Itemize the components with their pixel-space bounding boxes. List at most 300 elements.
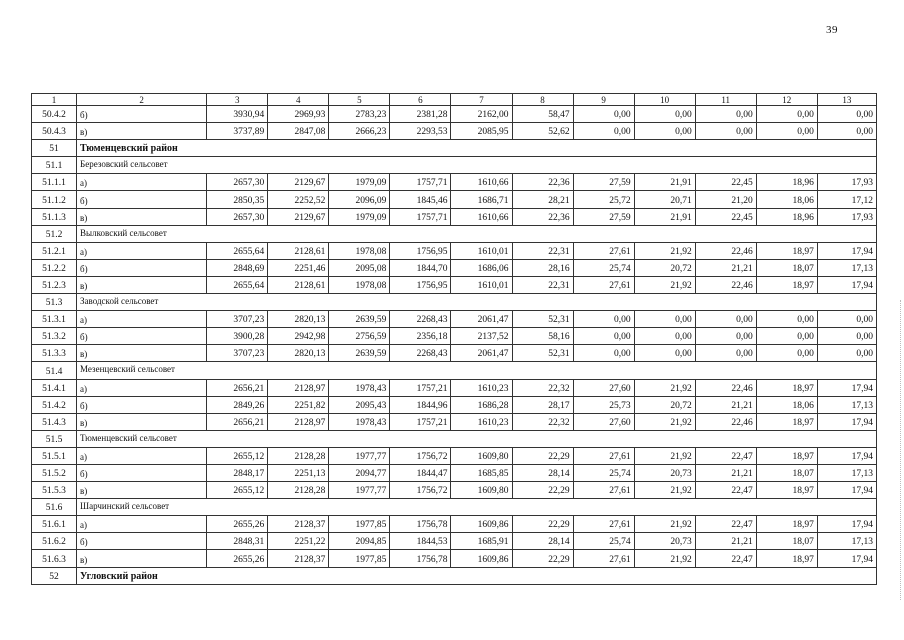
value-cell: 22,36 bbox=[512, 208, 573, 225]
row-code: 51.5 bbox=[32, 430, 77, 447]
row-variant: а) bbox=[77, 379, 207, 396]
value-cell: 28,14 bbox=[512, 464, 573, 481]
value-cell: 58,47 bbox=[512, 106, 573, 123]
value-cell: 27,59 bbox=[573, 174, 634, 191]
value-cell: 2096,09 bbox=[329, 191, 390, 208]
value-cell: 2095,08 bbox=[329, 259, 390, 276]
value-cell: 2137,52 bbox=[451, 328, 512, 345]
value-cell: 0,00 bbox=[817, 106, 876, 123]
value-cell: 2251,82 bbox=[268, 396, 329, 413]
value-cell: 2820,13 bbox=[268, 311, 329, 328]
value-cell: 18,97 bbox=[756, 413, 817, 430]
value-cell: 1610,23 bbox=[451, 413, 512, 430]
value-cell: 22,29 bbox=[512, 447, 573, 464]
value-cell: 1757,71 bbox=[390, 174, 451, 191]
value-cell: 2639,59 bbox=[329, 345, 390, 362]
value-cell: 1686,28 bbox=[451, 396, 512, 413]
value-cell: 2085,95 bbox=[451, 123, 512, 140]
value-cell: 17,94 bbox=[817, 379, 876, 396]
table-row bbox=[32, 276, 877, 293]
district-name: Тюменцевский район bbox=[77, 140, 877, 157]
row-variant: б) bbox=[77, 191, 207, 208]
table-row bbox=[32, 345, 877, 362]
row-variant: в) bbox=[77, 413, 207, 430]
value-cell: 3930,94 bbox=[207, 106, 268, 123]
table-row bbox=[32, 413, 877, 430]
row-variant: в) bbox=[77, 550, 207, 567]
value-cell: 1756,72 bbox=[390, 447, 451, 464]
row-variant: б) bbox=[77, 396, 207, 413]
column-number-cell: 13 bbox=[817, 94, 876, 106]
value-cell: 17,13 bbox=[817, 259, 876, 276]
value-cell: 2128,61 bbox=[268, 242, 329, 259]
value-cell: 18,97 bbox=[756, 242, 817, 259]
value-cell: 3900,28 bbox=[207, 328, 268, 345]
value-cell: 1978,43 bbox=[329, 413, 390, 430]
value-cell: 25,74 bbox=[573, 533, 634, 550]
value-cell: 18,97 bbox=[756, 482, 817, 499]
value-cell: 21,91 bbox=[634, 174, 695, 191]
column-number-cell: 11 bbox=[695, 94, 756, 106]
value-cell: 1609,80 bbox=[451, 447, 512, 464]
value-cell: 1610,66 bbox=[451, 208, 512, 225]
table-row bbox=[32, 311, 877, 328]
value-cell: 1757,21 bbox=[390, 413, 451, 430]
column-number-cell: 1 bbox=[32, 94, 77, 106]
row-code: 51.3.1 bbox=[32, 311, 77, 328]
table-row bbox=[32, 533, 877, 550]
value-cell: 17,93 bbox=[817, 174, 876, 191]
row-code: 51 bbox=[32, 140, 77, 157]
table-row bbox=[32, 396, 877, 413]
value-cell: 21,21 bbox=[695, 464, 756, 481]
value-cell: 27,59 bbox=[573, 208, 634, 225]
value-cell: 1609,80 bbox=[451, 482, 512, 499]
value-cell: 25,74 bbox=[573, 259, 634, 276]
value-cell: 20,71 bbox=[634, 191, 695, 208]
value-cell: 18,07 bbox=[756, 259, 817, 276]
value-cell: 2783,23 bbox=[329, 106, 390, 123]
row-variant: в) bbox=[77, 345, 207, 362]
value-cell: 2666,23 bbox=[329, 123, 390, 140]
value-cell: 22,46 bbox=[695, 379, 756, 396]
value-cell: 0,00 bbox=[817, 328, 876, 345]
value-cell: 17,94 bbox=[817, 482, 876, 499]
value-cell: 1844,47 bbox=[390, 464, 451, 481]
value-cell: 21,92 bbox=[634, 242, 695, 259]
settlement-row bbox=[32, 430, 877, 447]
value-cell: 21,92 bbox=[634, 550, 695, 567]
value-cell: 21,21 bbox=[695, 259, 756, 276]
value-cell: 22,47 bbox=[695, 550, 756, 567]
value-cell: 0,00 bbox=[573, 106, 634, 123]
district-name: Угловский район bbox=[77, 567, 877, 584]
value-cell: 2251,22 bbox=[268, 533, 329, 550]
row-variant: б) bbox=[77, 328, 207, 345]
table-row bbox=[32, 174, 877, 191]
value-cell: 1977,85 bbox=[329, 516, 390, 533]
value-cell: 25,72 bbox=[573, 191, 634, 208]
value-cell: 21,21 bbox=[695, 396, 756, 413]
settlement-name: Тюменцевский сельсовет bbox=[77, 430, 877, 447]
column-number-cell: 5 bbox=[329, 94, 390, 106]
row-code: 51.1.1 bbox=[32, 174, 77, 191]
settlement-row bbox=[32, 499, 877, 516]
row-code: 51.6.3 bbox=[32, 550, 77, 567]
row-code: 51.4 bbox=[32, 362, 77, 379]
value-cell: 20,73 bbox=[634, 464, 695, 481]
value-cell: 2657,30 bbox=[207, 208, 268, 225]
column-number-cell: 7 bbox=[451, 94, 512, 106]
column-number-cell: 9 bbox=[573, 94, 634, 106]
settlement-name: Заводской сельсовет bbox=[77, 294, 877, 311]
value-cell: 2655,12 bbox=[207, 447, 268, 464]
value-cell: 2128,37 bbox=[268, 550, 329, 567]
value-cell: 18,97 bbox=[756, 550, 817, 567]
table-row bbox=[32, 191, 877, 208]
value-cell: 1977,77 bbox=[329, 447, 390, 464]
value-cell: 20,73 bbox=[634, 533, 695, 550]
row-code: 51.2.2 bbox=[32, 259, 77, 276]
value-cell: 18,07 bbox=[756, 533, 817, 550]
value-cell: 2268,43 bbox=[390, 345, 451, 362]
value-cell: 17,94 bbox=[817, 447, 876, 464]
value-cell: 28,21 bbox=[512, 191, 573, 208]
value-cell: 0,00 bbox=[695, 328, 756, 345]
value-cell: 1686,06 bbox=[451, 259, 512, 276]
row-code: 50.4.3 bbox=[32, 123, 77, 140]
value-cell: 0,00 bbox=[756, 123, 817, 140]
value-cell: 1610,01 bbox=[451, 242, 512, 259]
row-code: 51.4.3 bbox=[32, 413, 77, 430]
value-cell: 1685,91 bbox=[451, 533, 512, 550]
column-number-cell: 3 bbox=[207, 94, 268, 106]
value-cell: 2128,28 bbox=[268, 447, 329, 464]
settlement-name: Мезенцевский сельсовет bbox=[77, 362, 877, 379]
table-body bbox=[32, 94, 877, 585]
value-cell: 2128,28 bbox=[268, 482, 329, 499]
row-code: 51.6.1 bbox=[32, 516, 77, 533]
value-cell: 2381,28 bbox=[390, 106, 451, 123]
value-cell: 1686,71 bbox=[451, 191, 512, 208]
row-variant: б) bbox=[77, 106, 207, 123]
settlement-row bbox=[32, 362, 877, 379]
value-cell: 22,47 bbox=[695, 516, 756, 533]
value-cell: 52,62 bbox=[512, 123, 573, 140]
page-number: 39 bbox=[826, 24, 838, 36]
value-cell: 2639,59 bbox=[329, 311, 390, 328]
row-variant: б) bbox=[77, 464, 207, 481]
value-cell: 1609,86 bbox=[451, 516, 512, 533]
value-cell: 27,61 bbox=[573, 516, 634, 533]
value-cell: 2849,26 bbox=[207, 396, 268, 413]
table-row bbox=[32, 482, 877, 499]
value-cell: 0,00 bbox=[695, 311, 756, 328]
value-cell: 2293,53 bbox=[390, 123, 451, 140]
value-cell: 52,31 bbox=[512, 311, 573, 328]
value-cell: 2128,61 bbox=[268, 276, 329, 293]
value-cell: 21,92 bbox=[634, 413, 695, 430]
value-cell: 2268,43 bbox=[390, 311, 451, 328]
settlement-name: Вылковский сельсовет bbox=[77, 225, 877, 242]
value-cell: 22,45 bbox=[695, 208, 756, 225]
value-cell: 22,46 bbox=[695, 242, 756, 259]
value-cell: 1757,21 bbox=[390, 379, 451, 396]
value-cell: 0,00 bbox=[756, 106, 817, 123]
row-code: 51.6.2 bbox=[32, 533, 77, 550]
column-number-cell: 8 bbox=[512, 94, 573, 106]
value-cell: 1978,08 bbox=[329, 276, 390, 293]
column-number-cell: 6 bbox=[390, 94, 451, 106]
row-code: 51.6 bbox=[32, 499, 77, 516]
row-code: 51.5.1 bbox=[32, 447, 77, 464]
value-cell: 1609,86 bbox=[451, 550, 512, 567]
value-cell: 0,00 bbox=[695, 345, 756, 362]
value-cell: 1845,46 bbox=[390, 191, 451, 208]
row-variant: а) bbox=[77, 174, 207, 191]
value-cell: 0,00 bbox=[634, 311, 695, 328]
table-row bbox=[32, 550, 877, 567]
tariff-table bbox=[31, 93, 877, 585]
column-number-cell: 4 bbox=[268, 94, 329, 106]
value-cell: 2251,13 bbox=[268, 464, 329, 481]
value-cell: 21,91 bbox=[634, 208, 695, 225]
value-cell: 22,36 bbox=[512, 174, 573, 191]
value-cell: 2252,52 bbox=[268, 191, 329, 208]
value-cell: 17,94 bbox=[817, 413, 876, 430]
value-cell: 0,00 bbox=[573, 311, 634, 328]
value-cell: 2848,69 bbox=[207, 259, 268, 276]
value-cell: 2128,97 bbox=[268, 379, 329, 396]
value-cell: 17,94 bbox=[817, 242, 876, 259]
row-variant: а) bbox=[77, 242, 207, 259]
value-cell: 21,92 bbox=[634, 447, 695, 464]
value-cell: 21,20 bbox=[695, 191, 756, 208]
value-cell: 22,32 bbox=[512, 413, 573, 430]
scan-edge-mark bbox=[899, 300, 901, 600]
value-cell: 21,92 bbox=[634, 482, 695, 499]
table-row bbox=[32, 516, 877, 533]
value-cell: 2942,98 bbox=[268, 328, 329, 345]
value-cell: 0,00 bbox=[634, 345, 695, 362]
table-row bbox=[32, 464, 877, 481]
row-code: 51.3.2 bbox=[32, 328, 77, 345]
value-cell: 20,72 bbox=[634, 396, 695, 413]
settlement-name: Шарчинский сельсовет bbox=[77, 499, 877, 516]
value-cell: 1756,95 bbox=[390, 276, 451, 293]
value-cell: 0,00 bbox=[573, 345, 634, 362]
value-cell: 2128,97 bbox=[268, 413, 329, 430]
value-cell: 17,13 bbox=[817, 396, 876, 413]
value-cell: 0,00 bbox=[756, 345, 817, 362]
value-cell: 2655,26 bbox=[207, 516, 268, 533]
value-cell: 2162,00 bbox=[451, 106, 512, 123]
value-cell: 58,16 bbox=[512, 328, 573, 345]
value-cell: 0,00 bbox=[756, 328, 817, 345]
value-cell: 2656,21 bbox=[207, 413, 268, 430]
value-cell: 18,07 bbox=[756, 464, 817, 481]
settlement-row bbox=[32, 294, 877, 311]
value-cell: 2820,13 bbox=[268, 345, 329, 362]
value-cell: 0,00 bbox=[817, 123, 876, 140]
value-cell: 21,21 bbox=[695, 533, 756, 550]
value-cell: 18,96 bbox=[756, 208, 817, 225]
value-cell: 22,29 bbox=[512, 482, 573, 499]
value-cell: 2356,18 bbox=[390, 328, 451, 345]
value-cell: 2095,43 bbox=[329, 396, 390, 413]
table-row bbox=[32, 123, 877, 140]
table-row bbox=[32, 328, 877, 345]
value-cell: 0,00 bbox=[634, 328, 695, 345]
value-cell: 18,06 bbox=[756, 396, 817, 413]
value-cell: 22,45 bbox=[695, 174, 756, 191]
value-cell: 22,46 bbox=[695, 413, 756, 430]
value-cell: 2129,67 bbox=[268, 174, 329, 191]
row-variant: б) bbox=[77, 259, 207, 276]
value-cell: 1756,95 bbox=[390, 242, 451, 259]
value-cell: 1610,01 bbox=[451, 276, 512, 293]
value-cell: 18,97 bbox=[756, 447, 817, 464]
value-cell: 1610,66 bbox=[451, 174, 512, 191]
district-row bbox=[32, 140, 877, 157]
row-variant: в) bbox=[77, 276, 207, 293]
value-cell: 2655,64 bbox=[207, 242, 268, 259]
value-cell: 1979,09 bbox=[329, 174, 390, 191]
value-cell: 17,93 bbox=[817, 208, 876, 225]
value-cell: 2848,31 bbox=[207, 533, 268, 550]
value-cell: 17,94 bbox=[817, 516, 876, 533]
value-cell: 0,00 bbox=[695, 106, 756, 123]
value-cell: 18,06 bbox=[756, 191, 817, 208]
value-cell: 2848,17 bbox=[207, 464, 268, 481]
value-cell: 52,31 bbox=[512, 345, 573, 362]
value-cell: 17,94 bbox=[817, 276, 876, 293]
value-cell: 2129,67 bbox=[268, 208, 329, 225]
table-row bbox=[32, 379, 877, 396]
value-cell: 2128,37 bbox=[268, 516, 329, 533]
value-cell: 18,97 bbox=[756, 516, 817, 533]
table-row bbox=[32, 447, 877, 464]
value-cell: 1977,77 bbox=[329, 482, 390, 499]
value-cell: 1977,85 bbox=[329, 550, 390, 567]
value-cell: 1757,71 bbox=[390, 208, 451, 225]
row-code: 51.4.2 bbox=[32, 396, 77, 413]
district-row bbox=[32, 567, 877, 584]
value-cell: 21,92 bbox=[634, 516, 695, 533]
value-cell: 17,12 bbox=[817, 191, 876, 208]
row-code: 51.3.3 bbox=[32, 345, 77, 362]
value-cell: 27,61 bbox=[573, 276, 634, 293]
value-cell: 1610,23 bbox=[451, 379, 512, 396]
value-cell: 1978,08 bbox=[329, 242, 390, 259]
row-code: 51.2 bbox=[32, 225, 77, 242]
value-cell: 20,72 bbox=[634, 259, 695, 276]
value-cell: 27,61 bbox=[573, 447, 634, 464]
value-cell: 1685,85 bbox=[451, 464, 512, 481]
table-row bbox=[32, 242, 877, 259]
value-cell: 2061,47 bbox=[451, 345, 512, 362]
table-row bbox=[32, 208, 877, 225]
row-code: 51.1.2 bbox=[32, 191, 77, 208]
settlement-row bbox=[32, 157, 877, 174]
row-code: 51.1 bbox=[32, 157, 77, 174]
value-cell: 0,00 bbox=[573, 328, 634, 345]
value-cell: 1756,78 bbox=[390, 550, 451, 567]
value-cell: 0,00 bbox=[817, 311, 876, 328]
value-cell: 0,00 bbox=[756, 311, 817, 328]
value-cell: 2094,85 bbox=[329, 533, 390, 550]
column-number-cell: 2 bbox=[77, 94, 207, 106]
value-cell: 28,16 bbox=[512, 259, 573, 276]
value-cell: 0,00 bbox=[817, 345, 876, 362]
value-cell: 25,73 bbox=[573, 396, 634, 413]
value-cell: 22,47 bbox=[695, 447, 756, 464]
value-cell: 1844,96 bbox=[390, 396, 451, 413]
value-cell: 27,61 bbox=[573, 242, 634, 259]
value-cell: 27,60 bbox=[573, 413, 634, 430]
row-code: 51.3 bbox=[32, 294, 77, 311]
value-cell: 22,31 bbox=[512, 276, 573, 293]
value-cell: 21,92 bbox=[634, 276, 695, 293]
value-cell: 27,61 bbox=[573, 482, 634, 499]
value-cell: 22,46 bbox=[695, 276, 756, 293]
row-code: 51.2.3 bbox=[32, 276, 77, 293]
settlement-name: Березовский сельсовет bbox=[77, 157, 877, 174]
value-cell: 27,61 bbox=[573, 550, 634, 567]
row-variant: б) bbox=[77, 533, 207, 550]
value-cell: 22,47 bbox=[695, 482, 756, 499]
value-cell: 1844,53 bbox=[390, 533, 451, 550]
value-cell: 2251,46 bbox=[268, 259, 329, 276]
column-number-cell: 12 bbox=[756, 94, 817, 106]
row-variant: в) bbox=[77, 482, 207, 499]
value-cell: 1756,78 bbox=[390, 516, 451, 533]
value-cell: 0,00 bbox=[695, 123, 756, 140]
value-cell: 27,60 bbox=[573, 379, 634, 396]
value-cell: 3707,23 bbox=[207, 345, 268, 362]
value-cell: 18,96 bbox=[756, 174, 817, 191]
row-code: 51.1.3 bbox=[32, 208, 77, 225]
value-cell: 0,00 bbox=[634, 123, 695, 140]
value-cell: 2655,26 bbox=[207, 550, 268, 567]
value-cell: 2847,08 bbox=[268, 123, 329, 140]
table-row bbox=[32, 259, 877, 276]
row-code: 51.2.1 bbox=[32, 242, 77, 259]
value-cell: 0,00 bbox=[634, 106, 695, 123]
value-cell: 21,92 bbox=[634, 379, 695, 396]
value-cell: 2061,47 bbox=[451, 311, 512, 328]
row-variant: а) bbox=[77, 516, 207, 533]
value-cell: 22,29 bbox=[512, 516, 573, 533]
table-row bbox=[32, 106, 877, 123]
value-cell: 2850,35 bbox=[207, 191, 268, 208]
column-number-cell: 10 bbox=[634, 94, 695, 106]
value-cell: 1979,09 bbox=[329, 208, 390, 225]
value-cell: 2657,30 bbox=[207, 174, 268, 191]
row-variant: в) bbox=[77, 123, 207, 140]
value-cell: 2969,93 bbox=[268, 106, 329, 123]
value-cell: 17,13 bbox=[817, 464, 876, 481]
value-cell: 17,94 bbox=[817, 550, 876, 567]
value-cell: 3707,23 bbox=[207, 311, 268, 328]
value-cell: 3737,89 bbox=[207, 123, 268, 140]
value-cell: 22,32 bbox=[512, 379, 573, 396]
value-cell: 2655,12 bbox=[207, 482, 268, 499]
row-code: 51.4.1 bbox=[32, 379, 77, 396]
value-cell: 1978,43 bbox=[329, 379, 390, 396]
row-variant: а) bbox=[77, 311, 207, 328]
value-cell: 18,97 bbox=[756, 379, 817, 396]
